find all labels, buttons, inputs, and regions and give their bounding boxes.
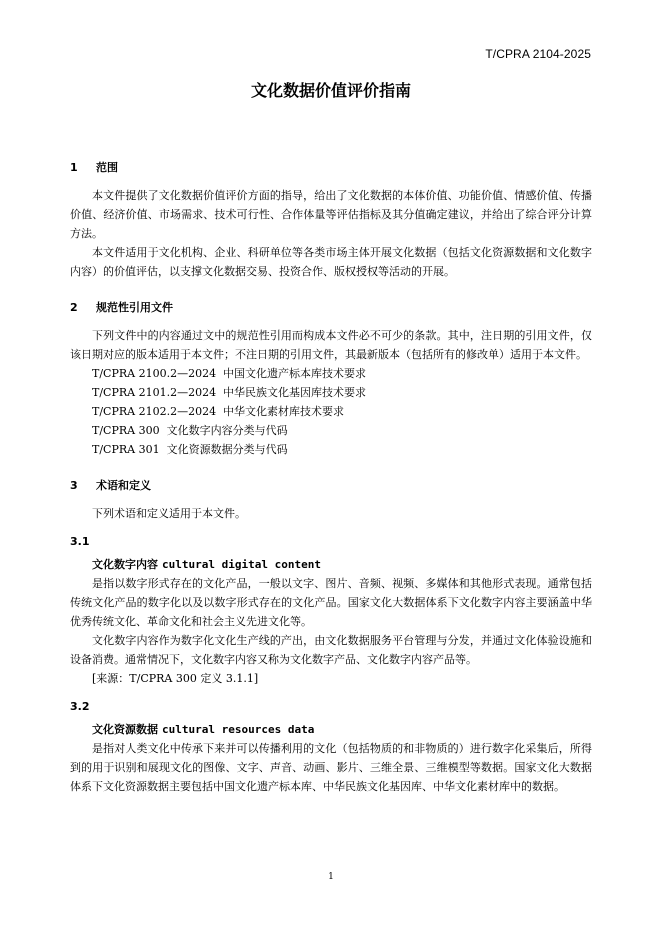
section-number: 3 <box>70 479 78 492</box>
reference-item: T/CPRA 2102.2—2024 中华文化素材库技术要求 <box>92 405 345 418</box>
reference-item: T/CPRA 300 文化数字内容分类与代码 <box>92 424 288 437</box>
term-title-zh: 文化资源数据 <box>92 723 158 736</box>
section-heading-scope <box>70 158 592 177</box>
term-definition: 是指对人类文化中传承下来并可以传播利用的文化（包括物质的和非物质的）进行数字化采集后，所得到的用于识别和展现文化的图像、文字、声音、动画、影片、三维全景、三维模型等数据。国家文化大数据体系下文化资源数据主要包括中国文化遗产标本库、中华民族文化基因库、中华文化素材库中的数据。 <box>70 742 592 793</box>
reference-item: T/CPRA 301 文化资源数据分类与代码 <box>92 443 288 456</box>
document-title: 文化数据价值评价指南 <box>250 81 411 100</box>
scope-paragraph: 本文件提供了文化数据价值评价方面的指导，给出了文化数据的本体价值、功能价值、情感价值、传播价值、经济价值、市场需求、技术可行性、合作体量等评估指标及其分值确定建议，并给出了综合评分计算方法。 <box>70 189 592 240</box>
references-intro: 下列文件中的内容通过文中的规范性引用而构成本文件必不可少的条款。其中，注日期的引用文件，仅该日期对应的版本适用于本文件；不注日期的引用文件，其最新版本（包括所有的修改单）适用于本文件。 <box>70 329 592 361</box>
term-title <box>70 720 592 739</box>
term-title-zh: 文化数字内容 <box>92 558 158 571</box>
term-definition: 是指以数字形式存在的文化产品，一般以文字、图片、音频、视频、多媒体和其他形式表现。通常包括传统文化产品的数字化以及以数字形式存在的文化产品。国家文化大数据体系下文化数字内容主要涵盖中华优秀传统文化、革命文化和社会主义先进文化等。 <box>70 577 592 628</box>
section-number: 2 <box>70 301 78 314</box>
term-number: 3.1 <box>70 535 90 548</box>
term-title-en: cultural resources data <box>162 723 315 736</box>
section-title: 范围 <box>96 161 118 174</box>
section-title: 术语和定义 <box>96 479 151 492</box>
reference-item: T/CPRA 2100.2—2024 中国文化遗产标本库技术要求 <box>92 367 367 380</box>
term-definition: 文化数字内容作为数字化文化生产线的产出，由文化数据服务平台管理与分发，并通过文化体验设施和设备消费。通常情况下，文化数字内容又称为文化数字产品、文化数字内容产品等。 <box>70 634 592 666</box>
page-number: 1 <box>328 872 334 882</box>
section-number: 1 <box>70 161 78 174</box>
term-title-en: cultural digital content <box>162 558 321 571</box>
term-number: 3.2 <box>70 700 90 713</box>
scope-paragraph: 本文件适用于文化机构、企业、科研单位等各类市场主体开展文化数据（包括文化资源数据和文化数字内容）的价值评估，以支撑文化数据交易、投资合作、版权授权等活动的开展。 <box>70 246 592 278</box>
reference-item: T/CPRA 2101.2—2024 中华民族文化基因库技术要求 <box>92 386 367 399</box>
term-source: [来源：T/CPRA 300 定义 3.1.1] <box>92 672 259 685</box>
term-title <box>70 555 592 574</box>
section-heading-normative-references <box>70 298 592 317</box>
section-title: 规范性引用文件 <box>96 301 173 314</box>
section-heading-terms <box>70 476 592 495</box>
terms-intro: 下列术语和定义适用于本文件。 <box>92 507 246 520</box>
document-body <box>70 158 592 796</box>
standard-number: T/CPRA 2104-2025 <box>485 47 591 61</box>
